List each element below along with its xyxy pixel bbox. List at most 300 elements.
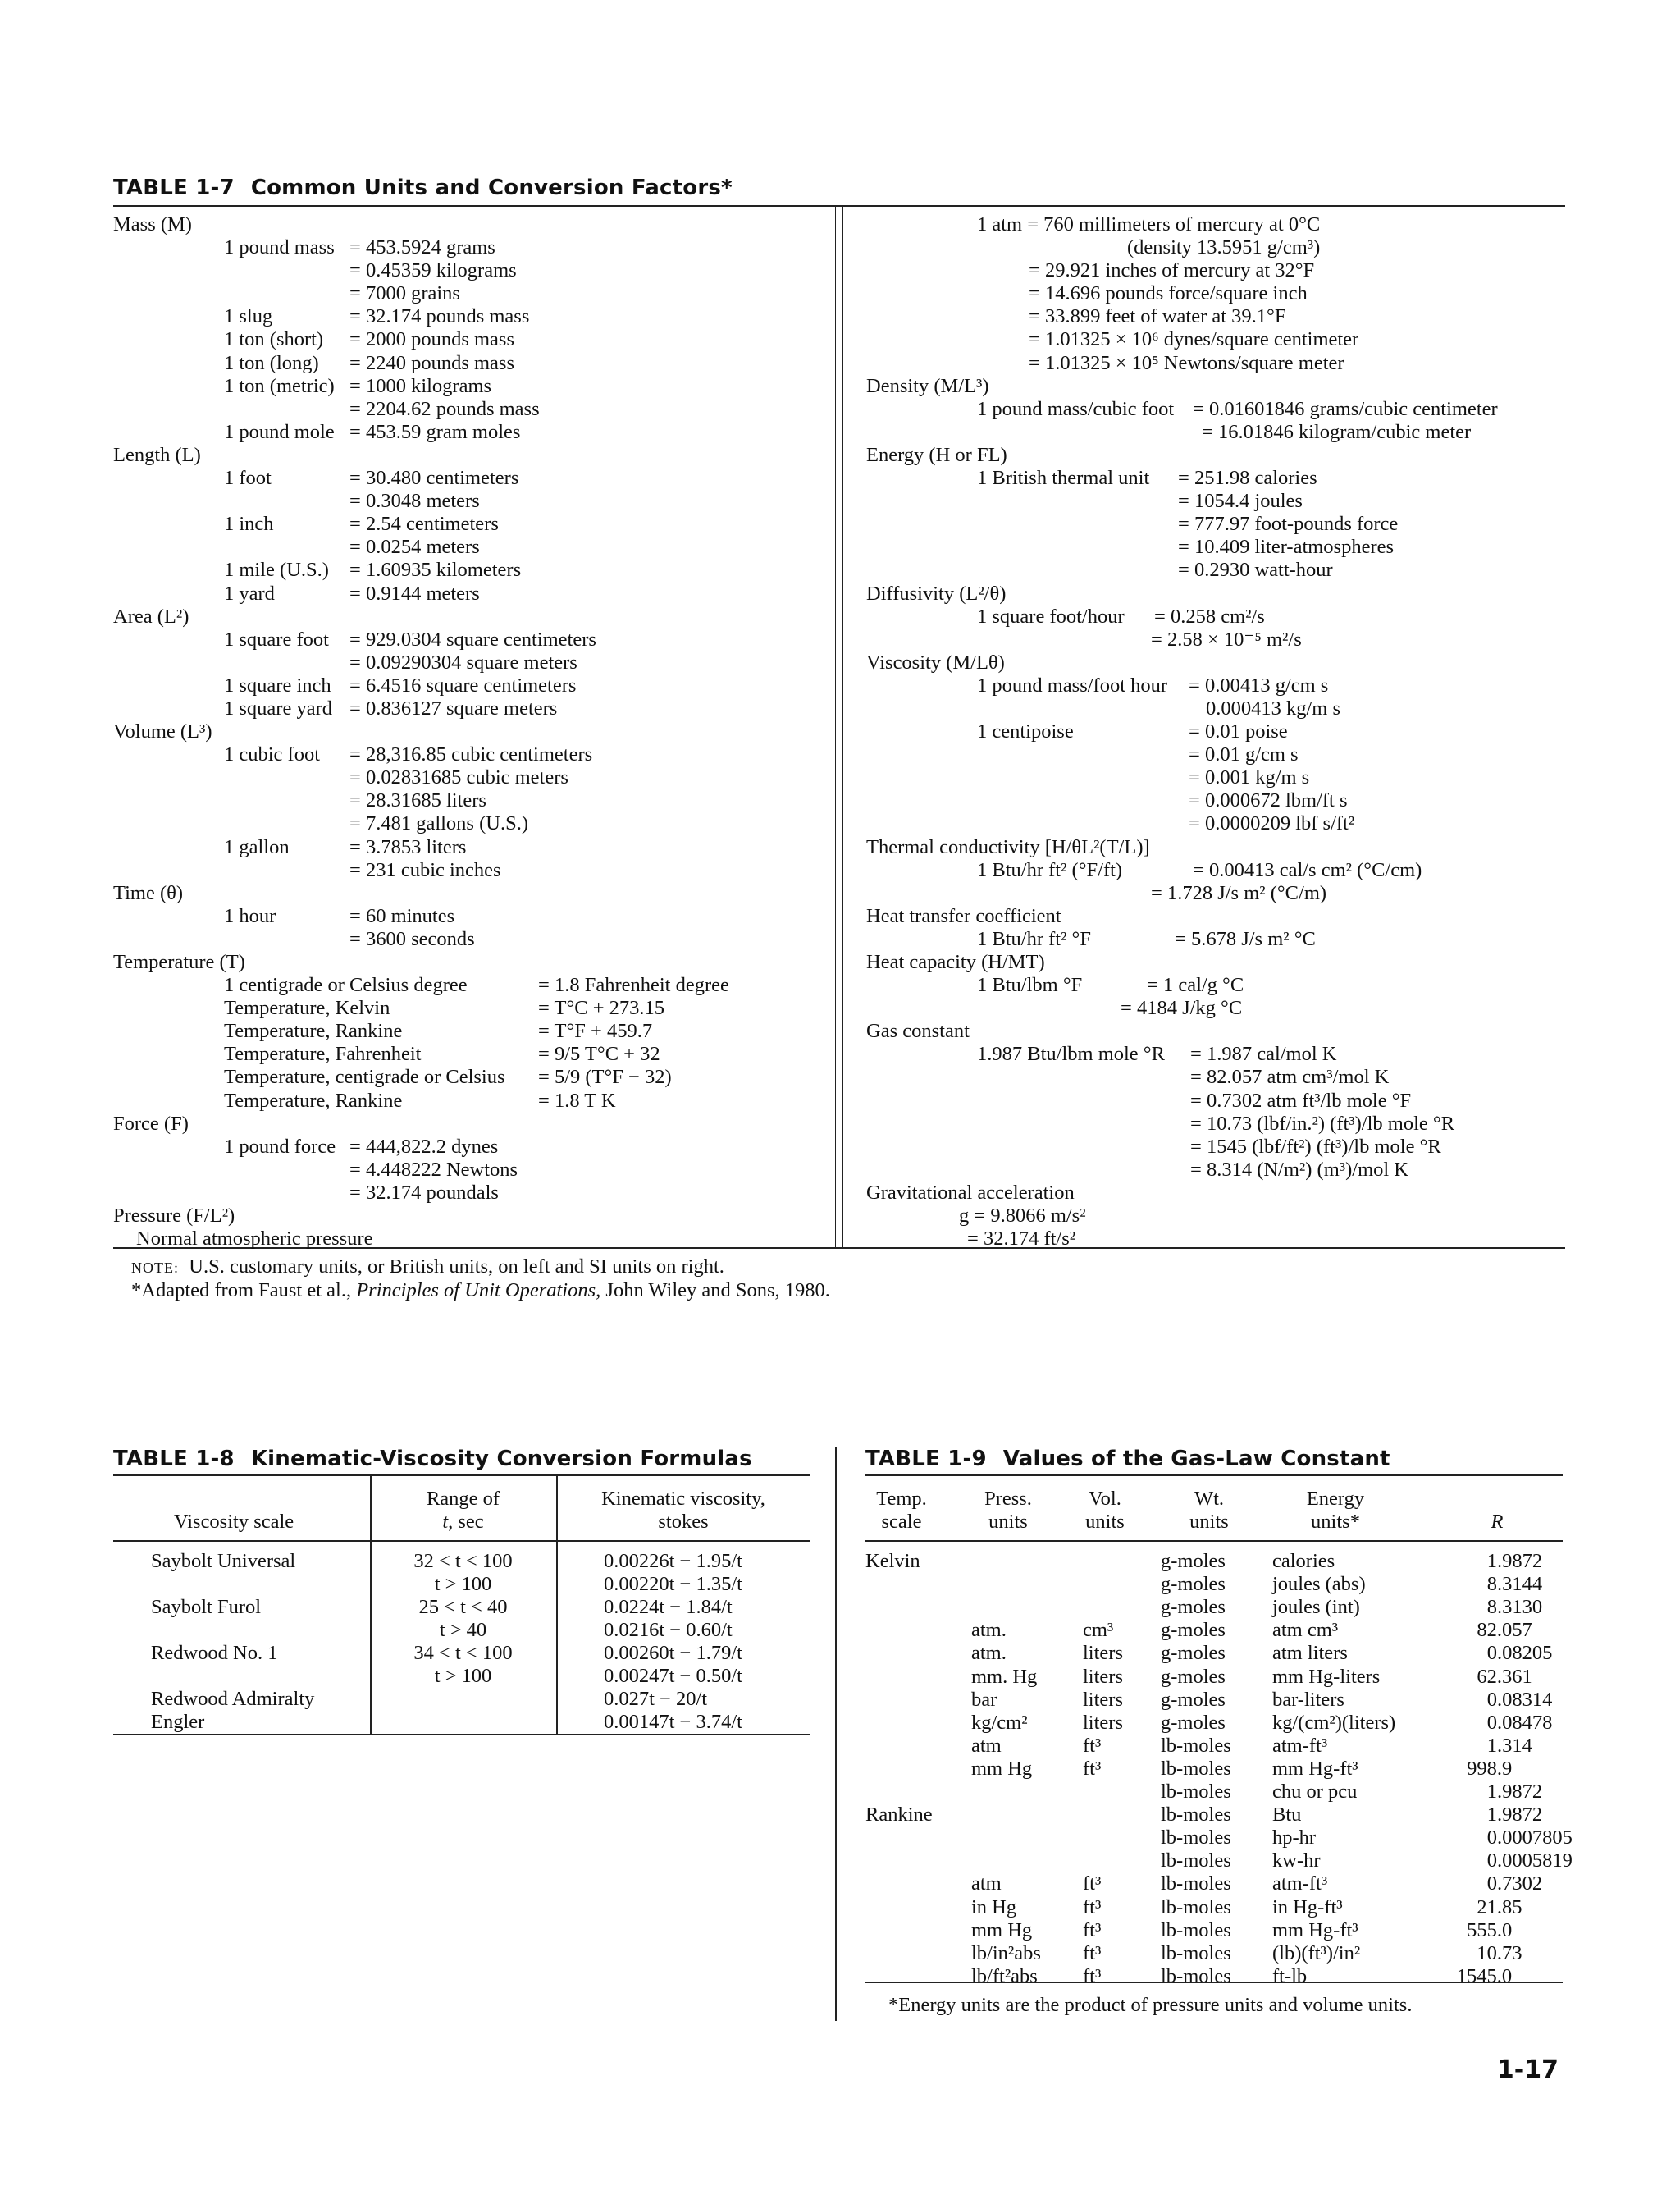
conversion-row <box>866 997 1555 1020</box>
conversion-row <box>113 259 827 282</box>
r-value: 555.0 <box>1467 1918 1513 1941</box>
conversion-value: = 4.448222 Newtons <box>349 1158 518 1181</box>
conversion-value: = 1.987 cal/mol K <box>1190 1043 1337 1066</box>
conversion-row <box>113 789 827 812</box>
header-kinematic-viscosity: Kinematic viscosity, <box>601 1488 765 1510</box>
viscosity-scale: Redwood No. 1 <box>151 1642 278 1664</box>
conversion-value: = 3600 seconds <box>349 927 475 950</box>
r-value: 8.3130 <box>1486 1596 1543 1619</box>
unit-name: 1 Btu/hr ft² (°F/ft) <box>977 858 1123 881</box>
conversion-row <box>866 951 1555 974</box>
category-heading: Pressure (F/L²) <box>113 1205 235 1228</box>
r-value: 0.7302 <box>1486 1872 1543 1895</box>
r-value: 998.9 <box>1467 1757 1513 1780</box>
energy-units: in Hg-ft³ <box>1272 1895 1343 1918</box>
conversion-value: = 7.481 gallons (U.S.) <box>349 812 528 835</box>
conversion-row <box>113 882 827 905</box>
weight-units: g-moles <box>1161 1688 1226 1711</box>
conversion-value: = 1000 kilograms <box>349 374 492 397</box>
conversion-row <box>866 928 1555 951</box>
note-label: NOTE: <box>131 1260 179 1276</box>
time-range: 32 < t < 100 <box>413 1550 513 1572</box>
r-value: 0.0005819 <box>1486 1849 1573 1872</box>
conversion-row <box>113 583 827 606</box>
category-heading: Volume (L³) <box>113 720 212 743</box>
conversion-row <box>866 1182 1555 1205</box>
time-range: t > 100 <box>434 1573 492 1595</box>
conversion-row <box>113 213 827 236</box>
kinematic-formula: 0.00247t − 0.50/t <box>604 1665 742 1687</box>
r-value: 0.0007805 <box>1486 1826 1573 1849</box>
conversion-value: = 444,822.2 dynes <box>349 1135 499 1158</box>
conversion-row <box>113 651 827 674</box>
temperature-formula: = T°F + 459.7 <box>538 1020 653 1043</box>
conversion-row <box>866 1043 1555 1066</box>
unit-name: 1 pound mole <box>224 420 335 443</box>
conversion-value: = 10.409 liter-atmospheres <box>1178 536 1395 559</box>
weight-units: g-moles <box>1161 1665 1226 1688</box>
table-number: TABLE 1-7 <box>113 176 235 200</box>
energy-units: chu or pcu <box>1272 1781 1358 1803</box>
r-value: 1.9872 <box>1486 1781 1543 1803</box>
conversion-value: = 3.7853 liters <box>349 835 467 858</box>
conversion-value: = 82.057 atm cm³/mol K <box>1190 1066 1390 1089</box>
conversion-value: = 29.921 inches of mercury at 32°F <box>1029 259 1315 282</box>
conversion-value: g = 9.8066 m/s² <box>959 1205 1086 1228</box>
energy-units: Btu <box>1272 1804 1302 1826</box>
page-number: 1-17 <box>1496 2055 1559 2084</box>
r-value: 21.85 <box>1477 1895 1522 1918</box>
conversion-row <box>866 305 1555 328</box>
conversion-row <box>113 859 827 882</box>
conversion-row <box>866 859 1555 882</box>
conversion-row <box>866 328 1555 351</box>
conversion-value: = 0.02831685 cubic meters <box>349 766 568 789</box>
conversion-value: = 0.45359 kilograms <box>349 259 517 282</box>
volume-units: liters <box>1083 1688 1123 1711</box>
conversion-value: = 0.09290304 square meters <box>349 651 578 674</box>
conversion-row <box>866 490 1555 513</box>
unit-name: 1 square foot/hour <box>977 605 1125 628</box>
conversion-row <box>866 674 1555 697</box>
table-1-8 <box>113 1474 810 1735</box>
conversion-row <box>866 974 1555 997</box>
volume-units: liters <box>1083 1642 1123 1665</box>
conversion-row <box>113 606 827 629</box>
temp-scale: Kelvin <box>865 1550 920 1572</box>
conversion-row <box>113 1090 827 1113</box>
table-1-9 <box>865 1474 1573 1987</box>
volume-units: liters <box>1083 1711 1123 1734</box>
r-value: 0.08478 <box>1486 1711 1553 1734</box>
conversion-row <box>866 1113 1555 1136</box>
conversion-value: = 2.58 × 10⁻⁵ m²/s <box>1151 628 1302 651</box>
conversion-row <box>866 1159 1555 1182</box>
energy-units: atm cm³ <box>1272 1619 1339 1642</box>
category-heading: Gas constant <box>866 1020 970 1043</box>
category-heading: Viscosity (M/Lθ) <box>866 651 1005 674</box>
conversion-value: = 251.98 calories <box>1178 467 1317 490</box>
conversion-row <box>866 1136 1555 1159</box>
energy-units: kw-hr <box>1272 1849 1321 1872</box>
conversion-value: = 2.54 centimeters <box>349 513 499 536</box>
kinematic-formula: 0.027t − 20/t <box>604 1688 708 1710</box>
conversion-value: = 453.5924 grams <box>349 236 495 259</box>
unit-name: 1 yard <box>224 582 275 605</box>
conversion-row <box>866 352 1555 375</box>
conversion-row <box>866 536 1555 559</box>
temperature-label: Temperature, centigrade or Celsius <box>224 1066 505 1089</box>
weight-units: lb-moles <box>1161 1804 1231 1826</box>
conversion-value: = 0.0000209 lbf s/ft² <box>1189 812 1355 835</box>
conversion-row <box>113 236 827 259</box>
conversion-row <box>113 559 827 582</box>
note-text: U.S. customary units, or British units, on left and SI units on right. <box>189 1255 724 1278</box>
conversion-value: = 0.2930 watt-hour <box>1178 559 1333 582</box>
conversion-row <box>113 1043 827 1066</box>
weight-units: lb-moles <box>1161 1826 1231 1849</box>
temperature-label: Normal atmospheric pressure <box>136 1228 373 1250</box>
weight-units: g-moles <box>1161 1573 1226 1596</box>
header-temp-scale: scale <box>881 1511 922 1533</box>
unit-name: 1 British thermal unit <box>977 467 1150 490</box>
weight-units: lb-moles <box>1161 1895 1231 1918</box>
energy-units: joules (abs) <box>1272 1573 1366 1596</box>
conversion-row <box>866 1066 1555 1089</box>
header-vol-units: Vol. <box>1089 1488 1121 1510</box>
column-divider <box>835 1447 837 2021</box>
pressure-units: in Hg <box>971 1895 1017 1918</box>
energy-units: hp-hr <box>1272 1826 1317 1849</box>
conversion-row <box>113 352 827 375</box>
conversion-row <box>113 1159 827 1182</box>
si-units-column <box>866 213 1555 1250</box>
conversion-value: (density 13.5951 g/cm³) <box>1127 236 1321 259</box>
conversion-row <box>113 1113 827 1136</box>
conversion-value: = 8.314 (N/m²) (m³)/mol K <box>1190 1158 1408 1181</box>
header-range: Range of <box>426 1488 500 1510</box>
table-1-9-caption <box>865 1447 1390 1471</box>
conversion-row <box>113 1182 827 1205</box>
energy-units: atm-ft³ <box>1272 1734 1328 1757</box>
category-heading: Force (F) <box>113 1112 189 1135</box>
us-units-column <box>113 213 827 1250</box>
conversion-row <box>866 743 1555 766</box>
conversion-row <box>866 467 1555 490</box>
table-title: Common Units and Conversion Factors* <box>250 176 733 200</box>
energy-units: mm Hg-ft³ <box>1272 1918 1358 1941</box>
volume-units: cm³ <box>1083 1619 1114 1642</box>
conversion-row <box>866 789 1555 812</box>
energy-units: calories <box>1272 1550 1335 1572</box>
conversion-value: = 60 minutes <box>349 904 455 927</box>
category-heading: Time (θ) <box>113 881 184 904</box>
conversion-row <box>113 1020 827 1043</box>
conversion-value: = 28,316.85 cubic centimeters <box>349 743 593 766</box>
footnote-book-title: Principles of Unit Operations, <box>356 1279 601 1301</box>
viscosity-scale: Redwood Admiralty <box>151 1688 315 1710</box>
pressure-units: mm Hg <box>971 1918 1033 1941</box>
conversion-row <box>113 697 827 720</box>
conversion-row <box>113 905 827 928</box>
conversion-row <box>113 812 827 835</box>
conversion-value: = 1.728 J/s m² (°C/m) <box>1151 881 1327 904</box>
conversion-value: = 0.00413 g/cm s <box>1189 674 1329 697</box>
category-heading: Area (L²) <box>113 605 189 628</box>
conversion-row <box>866 421 1555 444</box>
conversion-value: = 0.7302 atm ft³/lb mole °F <box>1190 1089 1412 1112</box>
top-rule <box>113 1474 810 1476</box>
table-number: TABLE 1-9 <box>865 1447 987 1471</box>
conversion-row <box>866 836 1555 859</box>
conversion-row <box>866 651 1555 674</box>
conversion-value: = 453.59 gram moles <box>349 420 521 443</box>
temperature-label: Temperature, Fahrenheit <box>224 1043 422 1066</box>
time-range: t > 40 <box>439 1619 487 1641</box>
unit-name: 1 square foot <box>224 628 329 651</box>
header-viscosity-scale: Viscosity scale <box>174 1511 294 1533</box>
category-heading: Energy (H or FL) <box>866 443 1007 466</box>
conversion-row <box>113 305 827 328</box>
category-heading: Heat capacity (H/MT) <box>866 951 1045 973</box>
r-value: 1.9872 <box>1486 1804 1543 1826</box>
time-range: t > 100 <box>434 1665 492 1687</box>
conversion-value: = 1.01325 × 10⁶ dynes/square centimeter <box>1029 328 1359 351</box>
conversion-value: = 14.696 pounds force/square inch <box>1029 282 1308 305</box>
unit-name: 1 pound mass <box>224 236 335 259</box>
header-r: R <box>1491 1511 1504 1533</box>
time-range: 25 < t < 40 <box>418 1596 508 1618</box>
pressure-units: atm. <box>971 1642 1007 1665</box>
column-divider <box>835 205 843 1249</box>
weight-units: lb-moles <box>1161 1941 1231 1964</box>
conversion-value: = 0.9144 meters <box>349 582 480 605</box>
weight-units: lb-moles <box>1161 1849 1231 1872</box>
time-range: 34 < t < 100 <box>413 1642 513 1664</box>
kinematic-formula: 0.00260t − 1.79/t <box>604 1642 742 1664</box>
table-1-9-footnote: *Energy units are the product of pressure units and volume units. <box>888 1994 1413 2016</box>
category-heading: Thermal conductivity [H/θL²(T/L)] <box>866 835 1150 858</box>
table-number: TABLE 1-8 <box>113 1447 235 1471</box>
unit-name: 1 cubic foot <box>224 743 321 766</box>
weight-units: g-moles <box>1161 1711 1226 1734</box>
energy-units: bar-liters <box>1272 1688 1344 1711</box>
temperature-label: Temperature, Rankine <box>224 1089 403 1112</box>
unit-name: 1 ton (long) <box>224 351 319 374</box>
r-value: 8.3144 <box>1486 1573 1543 1596</box>
header-energy-units: units* <box>1311 1511 1360 1533</box>
conversion-row <box>113 997 827 1020</box>
conversion-value: = 2204.62 pounds mass <box>349 397 540 420</box>
weight-units: g-moles <box>1161 1550 1226 1572</box>
conversion-row <box>113 328 827 351</box>
weight-units: g-moles <box>1161 1596 1226 1619</box>
conversion-value: = 2240 pounds mass <box>349 351 514 374</box>
energy-units: mm Hg-ft³ <box>1272 1757 1358 1780</box>
header-wt-units: units <box>1189 1511 1229 1533</box>
kinematic-formula: 0.00226t − 1.95/t <box>604 1550 742 1572</box>
conversion-row <box>866 720 1555 743</box>
conversion-row <box>866 398 1555 421</box>
conversion-value: = 0.01 g/cm s <box>1189 743 1299 766</box>
conversion-value: = 1545 (lbf/ft²) (ft³)/lb mole °R <box>1190 1135 1441 1158</box>
temperature-formula: = 1.8 T K <box>538 1089 616 1112</box>
volume-units: ft³ <box>1083 1918 1102 1941</box>
conversion-row <box>113 513 827 536</box>
volume-units: ft³ <box>1083 1872 1102 1895</box>
conversion-row <box>866 444 1555 467</box>
conversion-row <box>866 375 1555 398</box>
conversion-value: = 0.00413 cal/s cm² (°C/cm) <box>1193 858 1422 881</box>
conversion-value: = 10.73 (lbf/in.²) (ft³)/lb mole °R <box>1190 1112 1455 1135</box>
energy-units: mm Hg-liters <box>1272 1665 1381 1688</box>
conversion-row <box>113 951 827 974</box>
category-heading: Heat transfer coefficient <box>866 904 1061 927</box>
pressure-units: atm <box>971 1734 1002 1757</box>
kinematic-formula: 0.0224t − 1.84/t <box>604 1596 733 1618</box>
conversion-row <box>113 282 827 305</box>
temperature-formula: = 1.8 Fahrenheit degree <box>538 974 729 997</box>
r-value: 1.314 <box>1486 1734 1532 1757</box>
temperature-formula: = 5/9 (T°F − 32) <box>538 1066 672 1089</box>
category-heading: Temperature (T) <box>113 951 245 973</box>
table-1-8-caption <box>113 1447 752 1471</box>
weight-units: lb-moles <box>1161 1781 1231 1803</box>
conversion-row <box>113 720 827 743</box>
conversion-value: = 32.174 ft/s² <box>967 1228 1076 1250</box>
conversion-value: = 7000 grains <box>349 282 460 305</box>
volume-units: ft³ <box>1083 1895 1102 1918</box>
footnote-part: *Adapted from Faust et al., <box>131 1279 357 1301</box>
conversion-value: = 5.678 J/s m² °C <box>1175 927 1316 950</box>
unit-name: 1 centipoise <box>977 720 1074 743</box>
conversion-value: 0.000413 kg/m s <box>1206 697 1341 720</box>
volume-units: liters <box>1083 1665 1123 1688</box>
conversion-row <box>113 536 827 559</box>
table-title: Kinematic-Viscosity Conversion Formulas <box>250 1447 752 1471</box>
unit-name: 1 square yard <box>224 697 332 720</box>
temperature-label: 1 centigrade or Celsius degree <box>224 974 468 997</box>
conversion-row <box>866 697 1555 720</box>
unit-name: 1 pound mass/foot hour <box>977 674 1168 697</box>
conversion-value: = 0.836127 square meters <box>349 697 558 720</box>
top-rule <box>865 1474 1563 1476</box>
kinematic-formula: 0.00220t − 1.35/t <box>604 1573 742 1595</box>
header-press-units: units <box>988 1511 1028 1533</box>
r-value: 1545.0 <box>1456 1964 1513 1987</box>
category-heading: Length (L) <box>113 443 201 466</box>
unit-name: 1 gallon <box>224 835 290 858</box>
conversion-value: = 28.31685 liters <box>349 789 486 812</box>
conversion-value: 1 atm = 760 millimeters of mercury at 0°C <box>977 213 1321 235</box>
category-heading: Diffusivity (L²/θ) <box>866 582 1007 605</box>
conversion-row <box>113 1136 827 1159</box>
r-value: 0.08314 <box>1486 1688 1553 1711</box>
pressure-units: lb/ft²abs <box>971 1964 1038 1987</box>
conversion-row <box>866 236 1555 259</box>
conversion-value: = 0.01 poise <box>1189 720 1288 743</box>
r-value: 62.361 <box>1477 1665 1532 1688</box>
conversion-row <box>113 1228 827 1250</box>
conversion-row <box>113 444 827 467</box>
unit-name: 1 square inch <box>224 674 331 697</box>
table-1-7-caption <box>113 176 733 200</box>
unit-name: 1 inch <box>224 513 274 536</box>
conversion-row <box>113 836 827 859</box>
volume-units: ft³ <box>1083 1964 1102 1987</box>
r-value: 1.9872 <box>1486 1550 1543 1572</box>
energy-units: atm-ft³ <box>1272 1872 1328 1895</box>
header-vol-units: units <box>1085 1511 1125 1533</box>
pressure-units: atm. <box>971 1619 1007 1642</box>
conversion-row <box>866 282 1555 305</box>
conversion-row <box>866 629 1555 651</box>
header-stokes: stokes <box>658 1511 709 1533</box>
conversion-row <box>866 606 1555 629</box>
unit-name: 1 pound mass/cubic foot <box>977 397 1175 420</box>
volume-units: ft³ <box>1083 1757 1102 1780</box>
table-1-7 <box>113 205 1565 1249</box>
conversion-row <box>113 629 827 651</box>
unit-name: 1 foot <box>224 467 272 490</box>
conversion-row <box>113 1066 827 1089</box>
unit-name: 1 slug <box>224 305 273 328</box>
footnote-line <box>131 1279 830 1302</box>
unit-name: 1 pound force <box>224 1135 336 1158</box>
pressure-units: mm. Hg <box>971 1665 1038 1688</box>
r-value: 82.057 <box>1477 1619 1532 1642</box>
unit-name: 1 Btu/hr ft² °F <box>977 927 1091 950</box>
conversion-value: = 0.3048 meters <box>349 490 480 513</box>
conversion-row <box>113 421 827 444</box>
pressure-units: mm Hg <box>971 1757 1033 1780</box>
conversion-value: = 0.258 cm²/s <box>1154 605 1265 628</box>
conversion-value: = 4184 J/kg °C <box>1121 997 1243 1020</box>
conversion-row <box>113 743 827 766</box>
conversion-value: = 32.174 poundals <box>349 1181 499 1204</box>
conversion-row <box>866 1020 1555 1043</box>
conversion-value: = 0.0254 meters <box>349 536 480 559</box>
energy-units: joules (int) <box>1272 1596 1360 1619</box>
pressure-units: bar <box>971 1688 998 1711</box>
viscosity-scale: Saybolt Furol <box>151 1596 262 1618</box>
energy-units: atm liters <box>1272 1642 1348 1665</box>
temperature-label: Temperature, Kelvin <box>224 997 390 1020</box>
temperature-formula: = 9/5 T°C + 32 <box>538 1043 660 1066</box>
temperature-formula: = T°C + 273.15 <box>538 997 665 1020</box>
conversion-row <box>866 766 1555 789</box>
pressure-units: atm <box>971 1872 1002 1895</box>
kinematic-formula: 0.00147t − 3.74/t <box>604 1711 742 1733</box>
temperature-label: Temperature, Rankine <box>224 1020 403 1043</box>
conversion-value: = 33.899 feet of water at 39.1°F <box>1029 305 1286 328</box>
viscosity-scale: Saybolt Universal <box>151 1550 296 1572</box>
conversion-value: = 0.001 kg/m s <box>1189 766 1310 789</box>
energy-units: (lb)(ft³)/in² <box>1272 1941 1361 1964</box>
table-title: Values of the Gas-Law Constant <box>1002 1447 1390 1471</box>
weight-units: lb-moles <box>1161 1872 1231 1895</box>
header-press-units: Press. <box>984 1488 1032 1510</box>
conversion-row <box>113 375 827 398</box>
conversion-row <box>866 259 1555 282</box>
note-line <box>131 1255 830 1279</box>
volume-units: ft³ <box>1083 1941 1102 1964</box>
weight-units: g-moles <box>1161 1619 1226 1642</box>
header-wt-units: Wt. <box>1194 1488 1225 1510</box>
conversion-row <box>866 1090 1555 1113</box>
conversion-row <box>113 766 827 789</box>
header-rule <box>865 1540 1563 1542</box>
